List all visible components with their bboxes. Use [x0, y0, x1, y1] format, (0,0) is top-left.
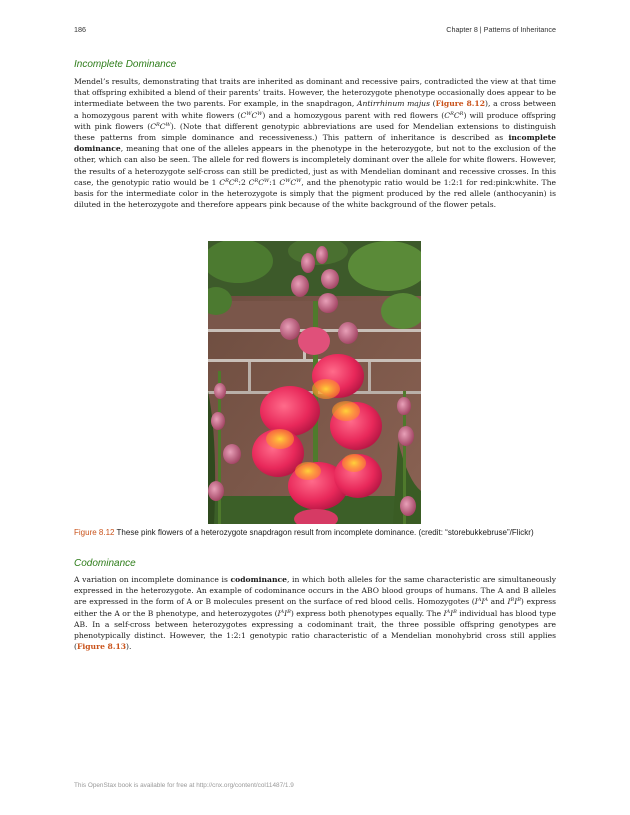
page-header [74, 25, 556, 37]
section-heading-incomplete-dominance: Incomplete Dominance [74, 59, 177, 70]
incomplete-dominance-paragraph: Mendel’s results, demonstrating that traits are inherited as dominant and recessive pairs, contradicted the view at that time that offspring exhibited a blend of their parents’ traits. However, the heterozygote phenotype occasionally does appear to be intermediate between the two parents. For example, in the snapdragon, Antirrhinum majus (Figure 8.12), a cross between a homozygous parent with white flowers $(C^WC^W)$ and a homozygous parent with red flowers $(C^RC^R)$ will produce offspring with pink flowers $(C^RC^W)$. (Note that different genotypic abbreviations are used for Mendelian extensions to distinguish these patterns from simple dominance and recessiveness.) This pattern of inheritance is described as incomplete dominance, meaning that one of the alleles appears in the phenotype in the heterozygote, but not to the exclusion of the other, which can also be seen. The allele for red flowers is incompletely dominant over the allele for white flowers. However, the results of a heterozygote self-cross can still be predicted, just as with Mendelian dominant and recessive crosses. In this case, the genotypic ratio would be 1 $C^RC^R:2$ $C^RC^W:1$ $C^WC^W$, and the phenotypic ratio would be 1:2:1 for red:pink:white. The basis for the intermediate color in the heterozygote is simply that the pigment produced by the red allele (anthocyanin) is diluted in the heterozygote and therefore appears pink because of the white background of the flower petals. [74, 77, 557, 210]
figure-8-12-link[interactable]: Figure 8.12 [435, 99, 485, 109]
figure-caption: Figure 8.12 These pink flowers of a heterozygote snapdragon result from incomplete dominance. (credit: “storebukkebruse”/Flickr) [74, 528, 534, 537]
figure-8-13-link[interactable]: Figure 8.13 [76, 642, 127, 652]
section-heading-codominance: Codominance [74, 558, 136, 569]
page-footer: This OpenStax book is available for free at http://cnx.org/content/col11487/1.9 [74, 782, 294, 789]
term-codominance: codominance [230, 575, 287, 584]
chapter-title: Chapter 8 | Patterns of Inheritance [446, 25, 556, 34]
codominance-paragraph: A variation on incomplete dominance is codominance, in which both alleles for the same characteristic are simultaneously expressed in the heterozygote. An example of codominance occurs in the ABO blood groups of humans. The A and B alleles are expressed in the form of A or B molecules present on the surface of red blood cells. Homozygotes ($I^AI^A$ and $I^BI^B$) express either the A or the B phenotype, and heterozygotes $(I^AI^B)$ express both phenotypes equally. The $I^AI^B$ individual has blood type AB. In a self-cross between heterozygotes expressing a codominant trait, the three possible offspring genotypes are phenotypically distinct. However, the 1:2:1 genotypic ratio characteristic of a Mendelian monohybrid cross still applies (Figure 8.13). [74, 575, 557, 652]
figure-label: Figure 8.12 [74, 528, 115, 537]
snapdragon-photo [208, 241, 421, 524]
term-incomplete-dominance: incomplete dominance [74, 133, 556, 154]
page-number: 186 [74, 25, 86, 34]
